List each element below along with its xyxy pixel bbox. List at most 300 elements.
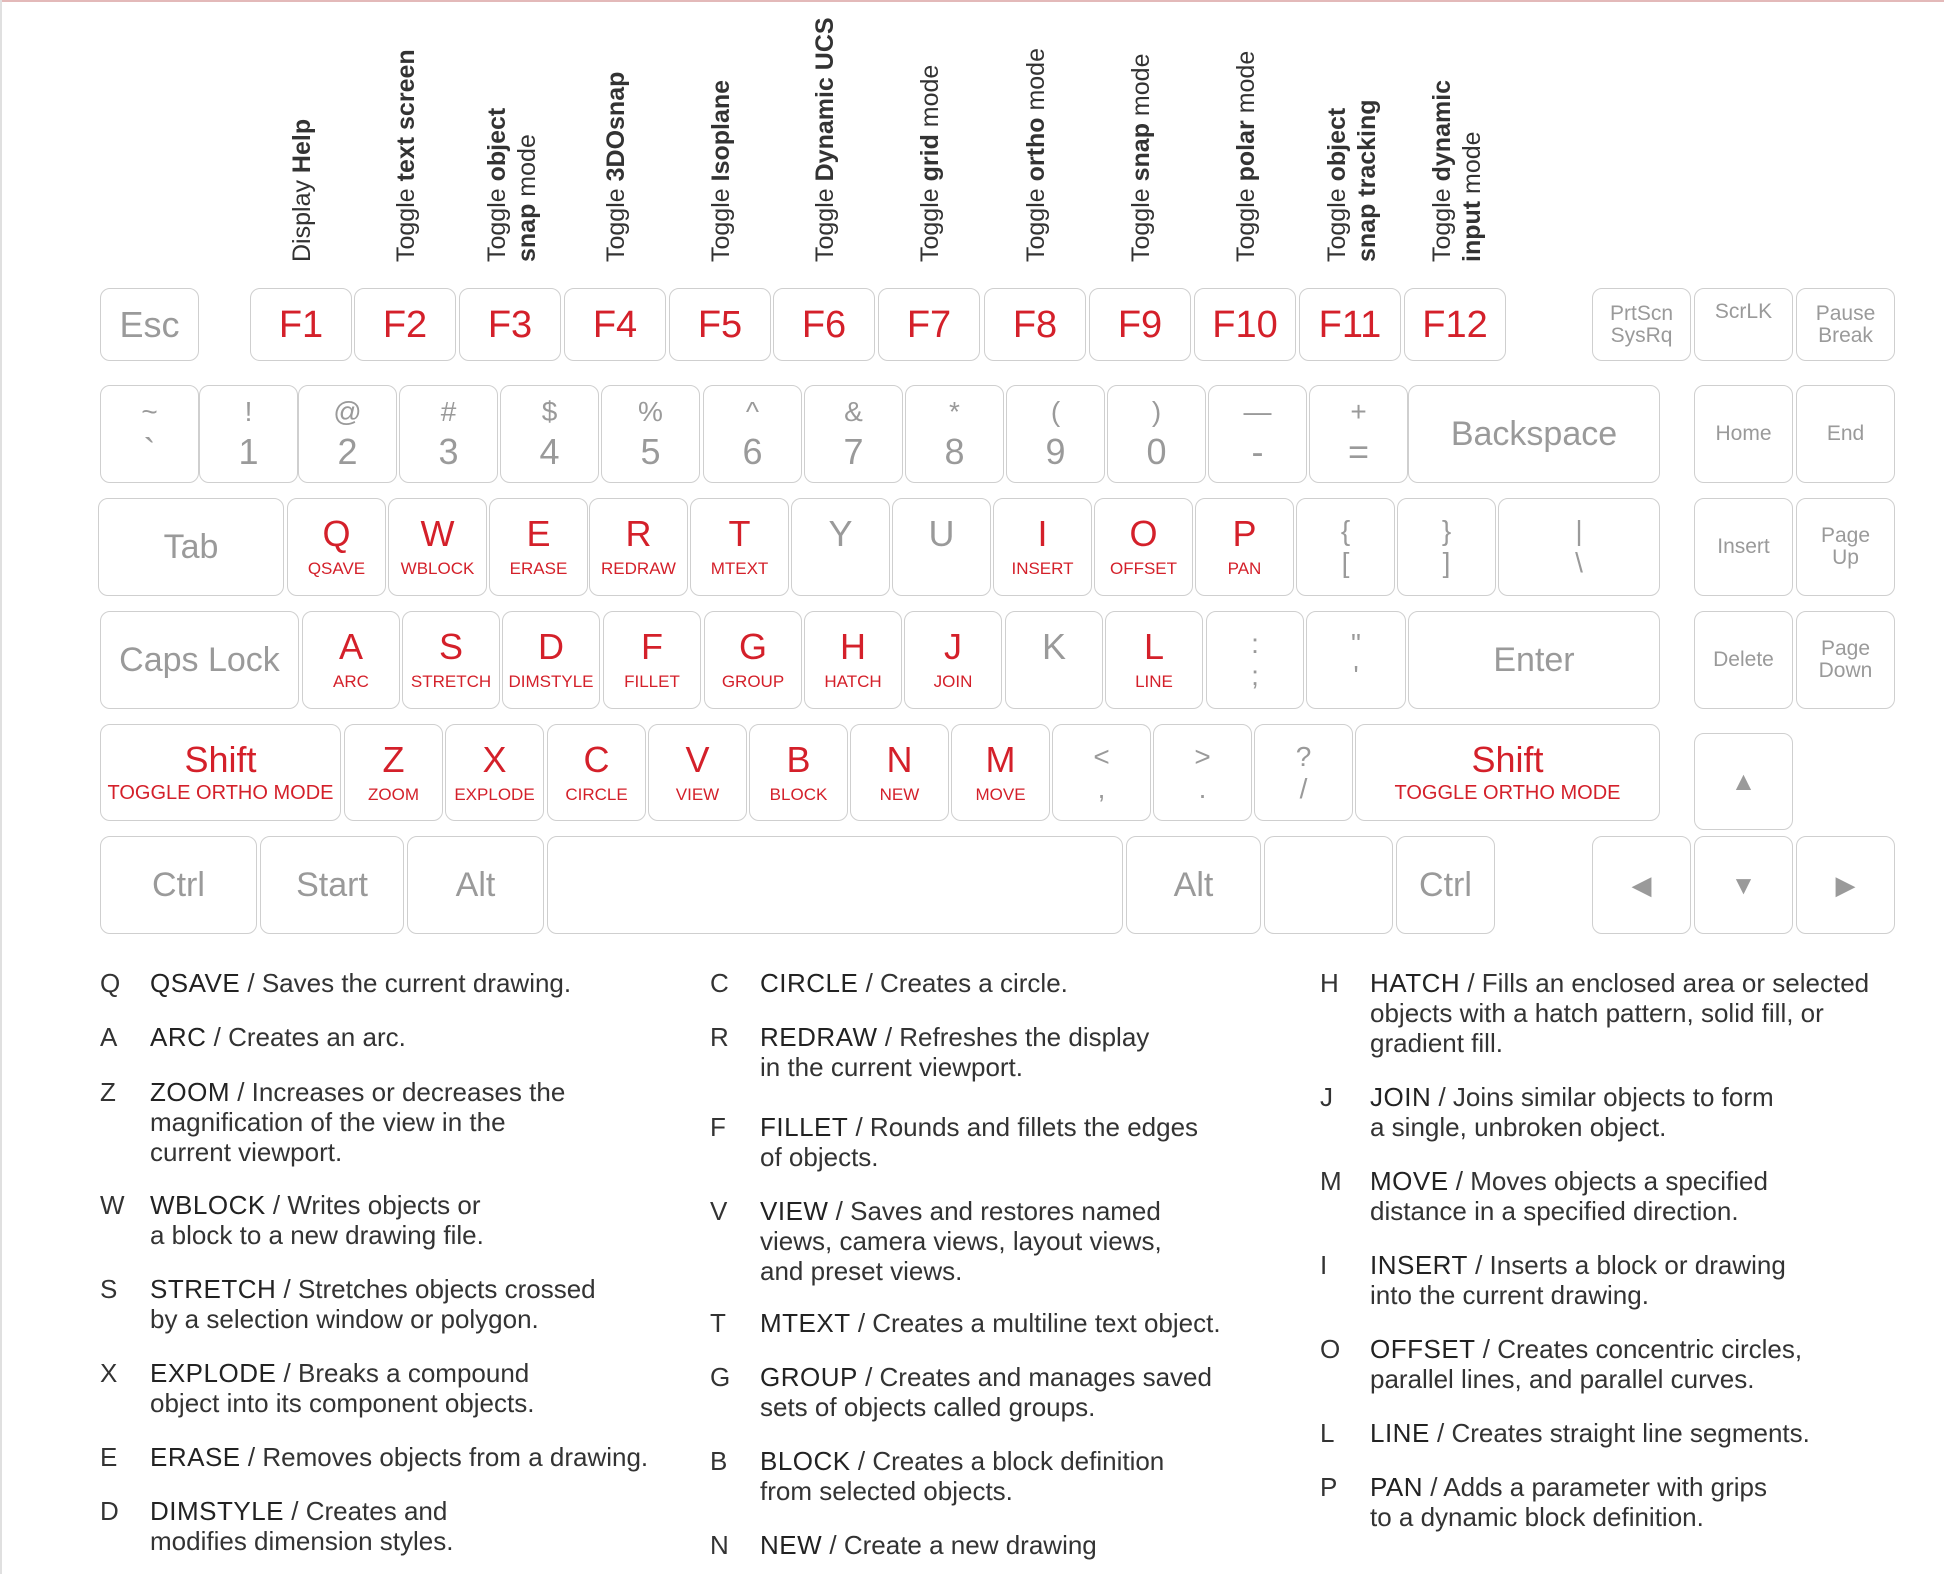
legend-item-a: [100, 1022, 660, 1052]
key-symbol: ;: [1251, 660, 1259, 691]
fkey-label-f5: [706, 80, 736, 262]
legend-item-q: [100, 968, 660, 998]
key-f2[interactable]: [354, 288, 456, 361]
top-border: [0, 0, 1944, 2]
legend-description: [760, 1530, 1097, 1560]
key-u[interactable]: [892, 498, 991, 596]
key-n[interactable]: [850, 724, 949, 821]
legend-item-v: [710, 1196, 1270, 1286]
legend-text: Creates concentric circles,: [1497, 1334, 1803, 1364]
key-c[interactable]: [547, 724, 646, 821]
fkey-label-bold: polar: [1232, 120, 1260, 182]
key-command: ARC: [333, 672, 369, 691]
insert-key[interactable]: [1694, 498, 1793, 596]
key-symbol: 2: [337, 431, 358, 472]
key-letter: M: [985, 738, 1016, 780]
start-key[interactable]: [260, 836, 404, 934]
legend-separator: /: [850, 1446, 873, 1476]
key-k[interactable]: [1005, 611, 1103, 709]
legend-line: [760, 1476, 1164, 1506]
legend-letter: F: [710, 1112, 726, 1142]
key-command: MTEXT: [710, 559, 769, 578]
legend-command: DIMSTYLE: [150, 1496, 285, 1526]
legend-separator: /: [240, 968, 262, 998]
legend-separator: /: [1423, 1472, 1444, 1502]
key-label: Ctrl: [152, 865, 205, 904]
legend-text: Joins similar objects to form: [1452, 1082, 1774, 1112]
key-shift-symbol: ): [1151, 396, 1162, 427]
key-shift-symbol: <: [1093, 740, 1110, 772]
legend-description: [150, 1077, 565, 1167]
key-label: F10: [1212, 303, 1278, 346]
legend-text: from selected objects.: [760, 1476, 1013, 1506]
key-command: EXPLODE: [454, 784, 535, 804]
bracket-key-0[interactable]: [1296, 498, 1395, 596]
legend-separator: /: [240, 1442, 263, 1472]
quote-key[interactable]: [1306, 611, 1406, 709]
semicolon-key[interactable]: [1206, 611, 1304, 709]
legend-description: [1370, 1472, 1767, 1532]
legend-description: [1370, 1334, 1802, 1394]
key-label: F2: [382, 303, 428, 346]
legend-item-i: [1320, 1250, 1880, 1310]
legend-command: ERASE: [150, 1442, 241, 1472]
fkey-label-plain: Toggle: [1232, 181, 1260, 262]
key-label: F3: [487, 303, 533, 346]
fkey-label-plain: Toggle: [1428, 181, 1456, 262]
legend-line: [1370, 1418, 1810, 1448]
key-f10[interactable]: [1194, 288, 1296, 361]
key-letter: W: [420, 513, 455, 554]
page-up-key[interactable]: [1796, 498, 1895, 596]
number-key-4[interactable]: [500, 385, 599, 483]
key-letter: I: [1037, 513, 1048, 554]
key-f11[interactable]: [1299, 288, 1401, 361]
legend-description: [150, 1442, 648, 1472]
legend-line: [760, 1392, 1212, 1422]
legend-text: Rounds and fillets the edges: [869, 1112, 1199, 1142]
key-label: Insert: [1717, 535, 1770, 558]
legend-text: Breaks a compound: [298, 1358, 530, 1388]
fkey-label-plain: Toggle: [1323, 181, 1351, 262]
key-label: F11: [1318, 303, 1382, 346]
key-label: Backspace: [1450, 414, 1618, 453]
legend-command: MTEXT: [760, 1308, 851, 1338]
legend-item-t: [710, 1308, 1270, 1338]
arrow-down-icon: ▼: [1730, 869, 1757, 900]
legend-separator: /: [857, 1362, 880, 1392]
legend-description: [1370, 1082, 1774, 1142]
home-key[interactable]: [1694, 385, 1793, 483]
legend-text: magnification of the view in the: [150, 1107, 506, 1137]
legend-line: [760, 1362, 1212, 1392]
key-symbol: 4: [539, 431, 560, 472]
key-i[interactable]: [993, 498, 1092, 596]
fkey-label-line: [1352, 99, 1382, 262]
legend-separator: /: [276, 1274, 298, 1304]
legend-separator: /: [230, 1077, 252, 1107]
fkey-label-line: [601, 72, 631, 262]
legend-letter: G: [710, 1362, 731, 1392]
legend-text: a single, unbroken object.: [1370, 1112, 1667, 1142]
legend-description: [1370, 1250, 1786, 1310]
key-f7[interactable]: [878, 288, 980, 361]
legend-letter: P: [1320, 1472, 1338, 1502]
fkey-label-plain: Toggle: [916, 181, 944, 262]
legend-text: Writes objects or: [287, 1190, 481, 1220]
fkey-label-bold: grid: [916, 134, 944, 182]
legend-item-e: [100, 1442, 660, 1472]
fkey-label-plain: mode: [1127, 53, 1155, 124]
legend-text: Creates an arc.: [228, 1022, 406, 1052]
legend-separator: /: [1429, 1418, 1452, 1448]
fkey-label-line: [1322, 99, 1352, 262]
delete-key[interactable]: [1694, 611, 1793, 709]
key-f4[interactable]: [564, 288, 666, 361]
legend-item-h: [1320, 968, 1880, 1058]
legend-letter: H: [1320, 968, 1339, 998]
key-g[interactable]: [704, 611, 802, 709]
key-shift-symbol: $: [541, 396, 558, 427]
key-o[interactable]: [1094, 498, 1193, 596]
legend-letter: A: [100, 1022, 118, 1052]
right-alt-key[interactable]: [1126, 836, 1261, 934]
legend-text: of objects.: [760, 1142, 879, 1172]
legend-separator: /: [1448, 1166, 1471, 1196]
key-label: Page: [1820, 524, 1871, 547]
number-key-7[interactable]: [804, 385, 903, 483]
key-shift-symbol: +: [1350, 396, 1367, 427]
key-l[interactable]: [1105, 611, 1203, 709]
legend-line: [760, 1196, 1162, 1226]
key-s[interactable]: [402, 611, 500, 709]
legend-letter: B: [710, 1446, 728, 1476]
key-shift-symbol: ^: [745, 396, 760, 427]
key-letter: V: [685, 738, 710, 780]
legend-command: PAN: [1370, 1472, 1424, 1502]
key-letter: B: [786, 738, 811, 780]
legend-line: [1370, 1166, 1768, 1196]
legend-command: NEW: [760, 1530, 823, 1560]
left-alt-key[interactable]: [407, 836, 544, 934]
right-ctrl-key[interactable]: [1396, 836, 1495, 934]
menu-key[interactable]: [1264, 836, 1393, 934]
key-symbol: /: [1299, 772, 1308, 804]
key-j[interactable]: [904, 611, 1002, 709]
fkey-label-plain: mode: [916, 64, 944, 135]
key-symbol: `: [143, 431, 156, 472]
end-key[interactable]: [1796, 385, 1895, 483]
key-t[interactable]: [690, 498, 789, 596]
key-letter: A: [338, 626, 363, 667]
legend-item-z: [100, 1077, 660, 1167]
legend-separator: /: [828, 1196, 851, 1226]
right-shift-key[interactable]: [1355, 724, 1660, 821]
key-f9[interactable]: [1089, 288, 1191, 361]
key-a[interactable]: [302, 611, 400, 709]
key-shift-symbol: ": [1351, 628, 1361, 659]
key-x[interactable]: [445, 724, 544, 821]
left-border: [0, 0, 2, 1574]
key-e[interactable]: [489, 498, 588, 596]
number-key-6[interactable]: [703, 385, 802, 483]
key-z[interactable]: [344, 724, 443, 821]
left-ctrl-key[interactable]: [100, 836, 257, 934]
key-label: ScrLK: [1714, 300, 1773, 323]
legend-text: Create a new drawing: [843, 1530, 1097, 1560]
key-symbol: \: [1575, 547, 1583, 578]
legend-item-o: [1320, 1334, 1880, 1394]
key-q[interactable]: [287, 498, 386, 596]
key-letter: O: [1129, 513, 1158, 554]
legend-description: [760, 968, 1068, 998]
legend-line: [150, 968, 571, 998]
legend-text: Increases or decreases the: [251, 1077, 566, 1107]
legend-command: HATCH: [1370, 968, 1461, 998]
fkey-label-line: [287, 119, 317, 262]
key-letter: L: [1143, 626, 1165, 667]
fkey-label-bold: dynamic: [1428, 79, 1456, 182]
key-letter: Z: [382, 738, 405, 780]
legend-line: [760, 1112, 1198, 1142]
enter-key[interactable]: [1408, 611, 1660, 709]
key-command: DIMSTYLE: [508, 672, 594, 691]
key-letter: P: [1232, 513, 1257, 554]
key-shift-symbol: ~: [141, 396, 158, 427]
legend-item-m: [1320, 1166, 1880, 1226]
arrow-right-key[interactable]: [1796, 836, 1895, 934]
legend-description: [150, 1274, 596, 1334]
key-letter: J: [944, 626, 962, 667]
fkey-label-f8: [1021, 48, 1051, 262]
key-label: Enter: [1493, 640, 1575, 679]
key-label: Up: [1832, 546, 1859, 569]
legend-line: [150, 1526, 453, 1556]
key-label: F12: [1422, 303, 1488, 346]
fkey-label-f12: [1427, 80, 1487, 262]
key-letter: Q: [322, 513, 351, 554]
number-key--[interactable]: [1208, 385, 1307, 483]
number-key-3[interactable]: [399, 385, 498, 483]
legend-command: WBLOCK: [150, 1190, 266, 1220]
key-command: INSERT: [1011, 559, 1074, 578]
key-command: QSAVE: [307, 559, 366, 578]
legend-text: sets of objects called groups.: [760, 1392, 1096, 1422]
number-key-1[interactable]: [199, 385, 298, 483]
fkey-label-f3: [482, 108, 542, 262]
arrow-down-key[interactable]: [1694, 836, 1793, 934]
punctuation-key-1[interactable]: [1153, 724, 1252, 821]
key-command: ZOOM: [368, 784, 419, 804]
key-symbol: .: [1198, 772, 1207, 804]
legend-item-j: [1320, 1082, 1880, 1142]
key-command: VIEW: [675, 784, 720, 804]
number-key-8[interactable]: [905, 385, 1004, 483]
key-f3[interactable]: [459, 288, 561, 361]
key-label: F1: [278, 303, 324, 346]
fkey-label-line: [482, 108, 512, 262]
fkey-label-plain: mode: [1232, 50, 1260, 121]
legend-line: [1370, 998, 1869, 1028]
scrlk-key[interactable]: [1694, 288, 1793, 361]
key-f8[interactable]: [984, 288, 1086, 361]
key-symbol: -: [1251, 431, 1264, 472]
key-symbol: ]: [1442, 547, 1451, 578]
number-key-`[interactable]: [100, 385, 199, 483]
number-key-2[interactable]: [298, 385, 397, 483]
key-w[interactable]: [388, 498, 487, 596]
key-p[interactable]: [1195, 498, 1294, 596]
esc-key[interactable]: [100, 288, 199, 361]
legend-line: [150, 1442, 648, 1472]
key-y[interactable]: [791, 498, 890, 596]
legend-line: [150, 1107, 565, 1137]
tab-key[interactable]: [98, 498, 284, 596]
fkey-label-bold: object: [483, 107, 511, 182]
backspace-key[interactable]: [1408, 385, 1660, 483]
punctuation-key-0[interactable]: [1052, 724, 1151, 821]
legend-command: ZOOM: [150, 1077, 230, 1107]
legend-item-p: [1320, 1472, 1880, 1532]
legend-text: Creates straight line segments.: [1451, 1418, 1810, 1448]
number-key-9[interactable]: [1006, 385, 1105, 483]
page-down-key[interactable]: [1796, 611, 1895, 709]
fkey-label-bold: ortho: [1022, 117, 1050, 182]
caps-lock-key[interactable]: [100, 611, 299, 709]
key-command: [939, 559, 944, 579]
legend-line: [760, 968, 1068, 998]
number-key-0[interactable]: [1107, 385, 1206, 483]
fkey-label-plain: Toggle: [483, 181, 511, 262]
key-letter: Y: [828, 513, 853, 554]
key-symbol: 8: [944, 431, 965, 472]
legend-line: [150, 1358, 534, 1388]
legend-separator: /: [284, 1496, 306, 1526]
pause-key[interactable]: [1796, 288, 1895, 361]
legend-command: ARC: [150, 1022, 207, 1052]
key-f12[interactable]: [1404, 288, 1506, 361]
fkey-label-f9: [1126, 54, 1156, 262]
key-letter: H: [840, 626, 866, 667]
legend-line: [1370, 1082, 1774, 1112]
legend-letter: O: [1320, 1334, 1341, 1364]
key-f[interactable]: [603, 611, 701, 709]
legend-description: [760, 1446, 1164, 1506]
key-shift-symbol: !: [244, 396, 253, 427]
legend-text: Adds a parameter with grips: [1443, 1472, 1767, 1502]
key-shift-symbol: >: [1194, 740, 1211, 772]
legend-line: [760, 1308, 1221, 1338]
key-command: GROUP: [721, 672, 785, 691]
key-symbol: 5: [640, 431, 661, 472]
key-label: Esc: [119, 303, 180, 345]
key-command: HATCH: [824, 672, 882, 691]
fkey-label-plain: Toggle: [707, 181, 735, 262]
legend-letter: S: [100, 1274, 118, 1304]
punctuation-key-2[interactable]: [1254, 724, 1353, 821]
legend-item-b: [710, 1446, 1270, 1506]
legend-text: Moves objects a specified: [1470, 1166, 1768, 1196]
key-symbol: 0: [1146, 431, 1167, 472]
key-command: TOGGLE ORTHO MODE: [1394, 781, 1621, 804]
key-m[interactable]: [951, 724, 1050, 821]
spacebar-key[interactable]: [547, 836, 1123, 934]
legend-description: [1370, 1166, 1768, 1226]
legend-text: Creates and: [305, 1496, 448, 1526]
key-symbol: 6: [742, 431, 763, 472]
key-letter: N: [886, 738, 913, 780]
legend-letter: X: [100, 1358, 118, 1388]
legend-line: [150, 1077, 565, 1107]
key-command: PAN: [1227, 559, 1262, 578]
key-command: REDRAW: [601, 559, 676, 578]
key-f1[interactable]: [250, 288, 352, 361]
legend-separator: /: [1475, 1334, 1498, 1364]
key-shift-symbol: (: [1050, 396, 1061, 427]
legend-letter: L: [1320, 1418, 1335, 1448]
key-letter: G: [738, 626, 767, 667]
prtscn-key[interactable]: [1592, 288, 1691, 361]
key-label: F9: [1117, 303, 1163, 346]
key-r[interactable]: [589, 498, 688, 596]
key-h[interactable]: [804, 611, 902, 709]
key-letter: F: [641, 626, 663, 667]
legend-line: [760, 1446, 1164, 1476]
key-command: TOGGLE ORTHO MODE: [107, 781, 334, 804]
legend-item-x: [100, 1358, 660, 1418]
bracket-key-1[interactable]: [1397, 498, 1496, 596]
key-shift-symbol: #: [440, 396, 457, 427]
key-command: MOVE: [975, 784, 1026, 804]
legend-item-r: [710, 1022, 1270, 1082]
fkey-label-line: [1231, 51, 1261, 262]
arrow-right-icon: ▶: [1835, 869, 1856, 900]
legend-line: [150, 1137, 565, 1167]
key-f6[interactable]: [773, 288, 875, 361]
key-b[interactable]: [749, 724, 848, 821]
legend-separator: /: [276, 1358, 298, 1388]
key-f5[interactable]: [669, 288, 771, 361]
legend-command: EXPLODE: [150, 1358, 277, 1388]
number-key-=[interactable]: [1309, 385, 1408, 483]
fkey-label-line: [1021, 48, 1051, 262]
key-label: F7: [906, 303, 952, 346]
legend-text: into the current drawing.: [1370, 1280, 1649, 1310]
key-shift-symbol: {: [1340, 515, 1351, 546]
legend-line: [1370, 1250, 1786, 1280]
fkey-label-plain: mode: [1022, 48, 1050, 118]
legend-item-n: [710, 1530, 1270, 1560]
key-v[interactable]: [648, 724, 747, 821]
fkey-label-bold: Isoplane: [707, 79, 735, 182]
legend-line: [1370, 1280, 1786, 1310]
key-shift-symbol: }: [1441, 515, 1452, 546]
number-key-5[interactable]: [601, 385, 700, 483]
fkey-label-plain: Display: [288, 173, 316, 262]
legend-line: [150, 1190, 484, 1220]
left-shift-key[interactable]: [100, 724, 341, 821]
arrow-left-key[interactable]: [1592, 836, 1691, 934]
key-d[interactable]: [502, 611, 600, 709]
arrow-up-key[interactable]: [1694, 733, 1793, 830]
legend-command: CIRCLE: [760, 968, 859, 998]
fkey-label-plain: Toggle: [602, 181, 630, 262]
bracket-key-2[interactable]: [1498, 498, 1660, 596]
legend-line: [150, 1388, 534, 1418]
legend-letter: T: [710, 1308, 726, 1338]
arrow-up-icon: ▲: [1730, 766, 1757, 796]
fkey-label-plain: mode: [1458, 131, 1486, 201]
